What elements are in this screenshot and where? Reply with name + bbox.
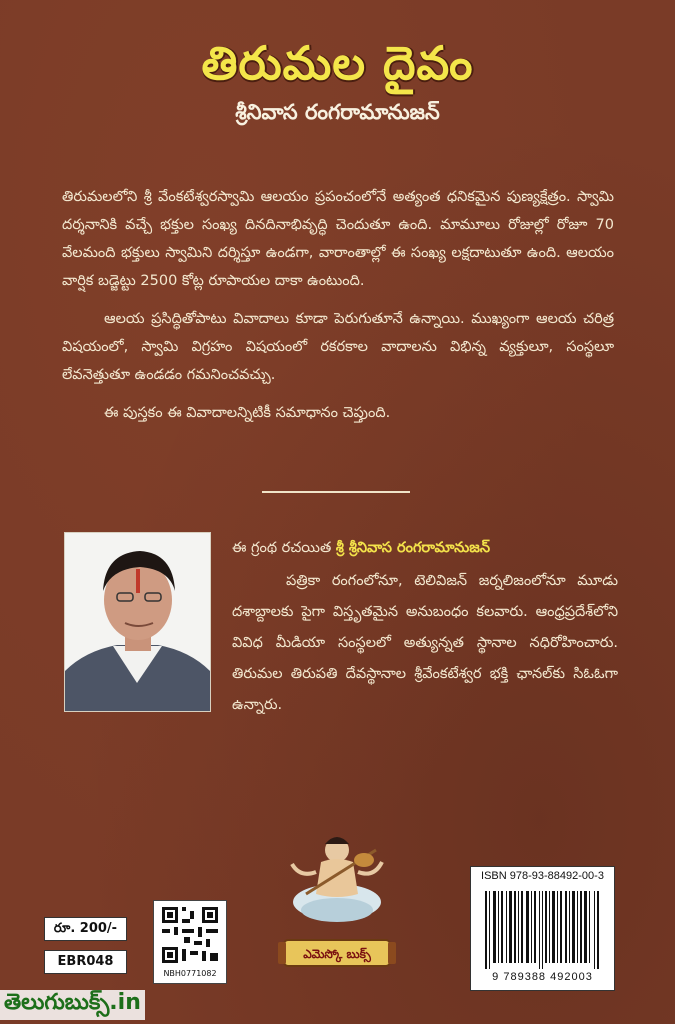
price-label: రూ. 200/-	[44, 917, 127, 941]
author-photo	[64, 532, 211, 712]
blurb-paragraph-2: ఆలయ ప్రసిద్ధితోపాటు వివాదాలు కూడా పెరుగుతూనే ఉన్నాయి. ముఖ్యంగా ఆలయ చరిత్ర విషయంలో, స్వామి విగ్రహం విషయంలో రకరకాల వాదాలను విభిన్న వ్యక్తులూ, సంస్థలూ లేవనెత్తుతూ ఉండడం గమనించవచ్చు.	[62, 311, 614, 383]
bio-author-name: శ్రీ శ్రీనివాస రంగరామానుజన్	[335, 540, 491, 556]
author-bio: పత్రికా రంగంలోనూ, టెలివిజన్ జర్నలిజంలోనూ మూడు దశాబ్దాలకు పైగా విస్తృతమైన అనుబంధం కలవారు. ఆంధ్రప్రదేశ్‌లోని వివిధ మీడియా సంస్థలలో అత్యున్నత స్థానాల నధిరోహించారు. తిరుమల తిరుపతి దేవస్థానాల శ్రీవేంకటేశ్వర భక్తి ఛానల్‌కు సిఓఓగా ఉన్నారు.	[232, 573, 618, 713]
publisher-logo	[276, 832, 398, 982]
blurb-paragraph-1: తిరుమలలోని శ్రీ వేంకటేశ్వరస్వామి ఆలయం ప్రపంచంలోనే అత్యంత ధనికమైన పుణ్యక్షేత్రం. స్వామి దర్శనానికి వచ్చే భక్తుల సంఖ్య దినదినాభివృద్ధి చెందుతూ ఉంది. మామూలు రోజుల్లో రోజూ 70 వేలమంది భక్తులు స్వామిని దర్శిస్తూ ఉండగా, వారాంతాల్లో ఈ సంఖ్య లక్షదాటుతూ ఉంది. ఆలయం వార్షిక బడ్జెట్టు 2500 కోట్ల రూపాయల దాకా ఉంటుంది.	[62, 189, 614, 289]
bio-prefix: ఈ గ్రంథ రచయిత	[232, 540, 332, 556]
publisher-logo-text: ఎమెస్కో బుక్స్	[303, 947, 371, 961]
qr-code-label: NBH0771082	[163, 969, 217, 978]
book-title: తిరుమల దైవం	[201, 36, 474, 90]
qr-code	[153, 900, 227, 984]
site-watermark: తెలుగుబుక్స్.in	[0, 990, 145, 1020]
isbn-label: ISBN 978-93-88492-00-3	[470, 866, 615, 887]
book-code: EBR048	[44, 950, 127, 974]
barcode-number: 9 789388 492003	[492, 971, 593, 983]
divider	[262, 491, 410, 493]
blurb-paragraph-3: ఈ పుస్తకం ఈ వివాదాలన్నిటికీ సమాధానం చెప్తుంది.	[104, 405, 391, 421]
blurb	[62, 183, 614, 437]
bio-intro	[232, 540, 490, 560]
barcode	[470, 885, 615, 991]
author-name: శ్రీనివాస రంగరామానుజన్	[235, 100, 440, 124]
